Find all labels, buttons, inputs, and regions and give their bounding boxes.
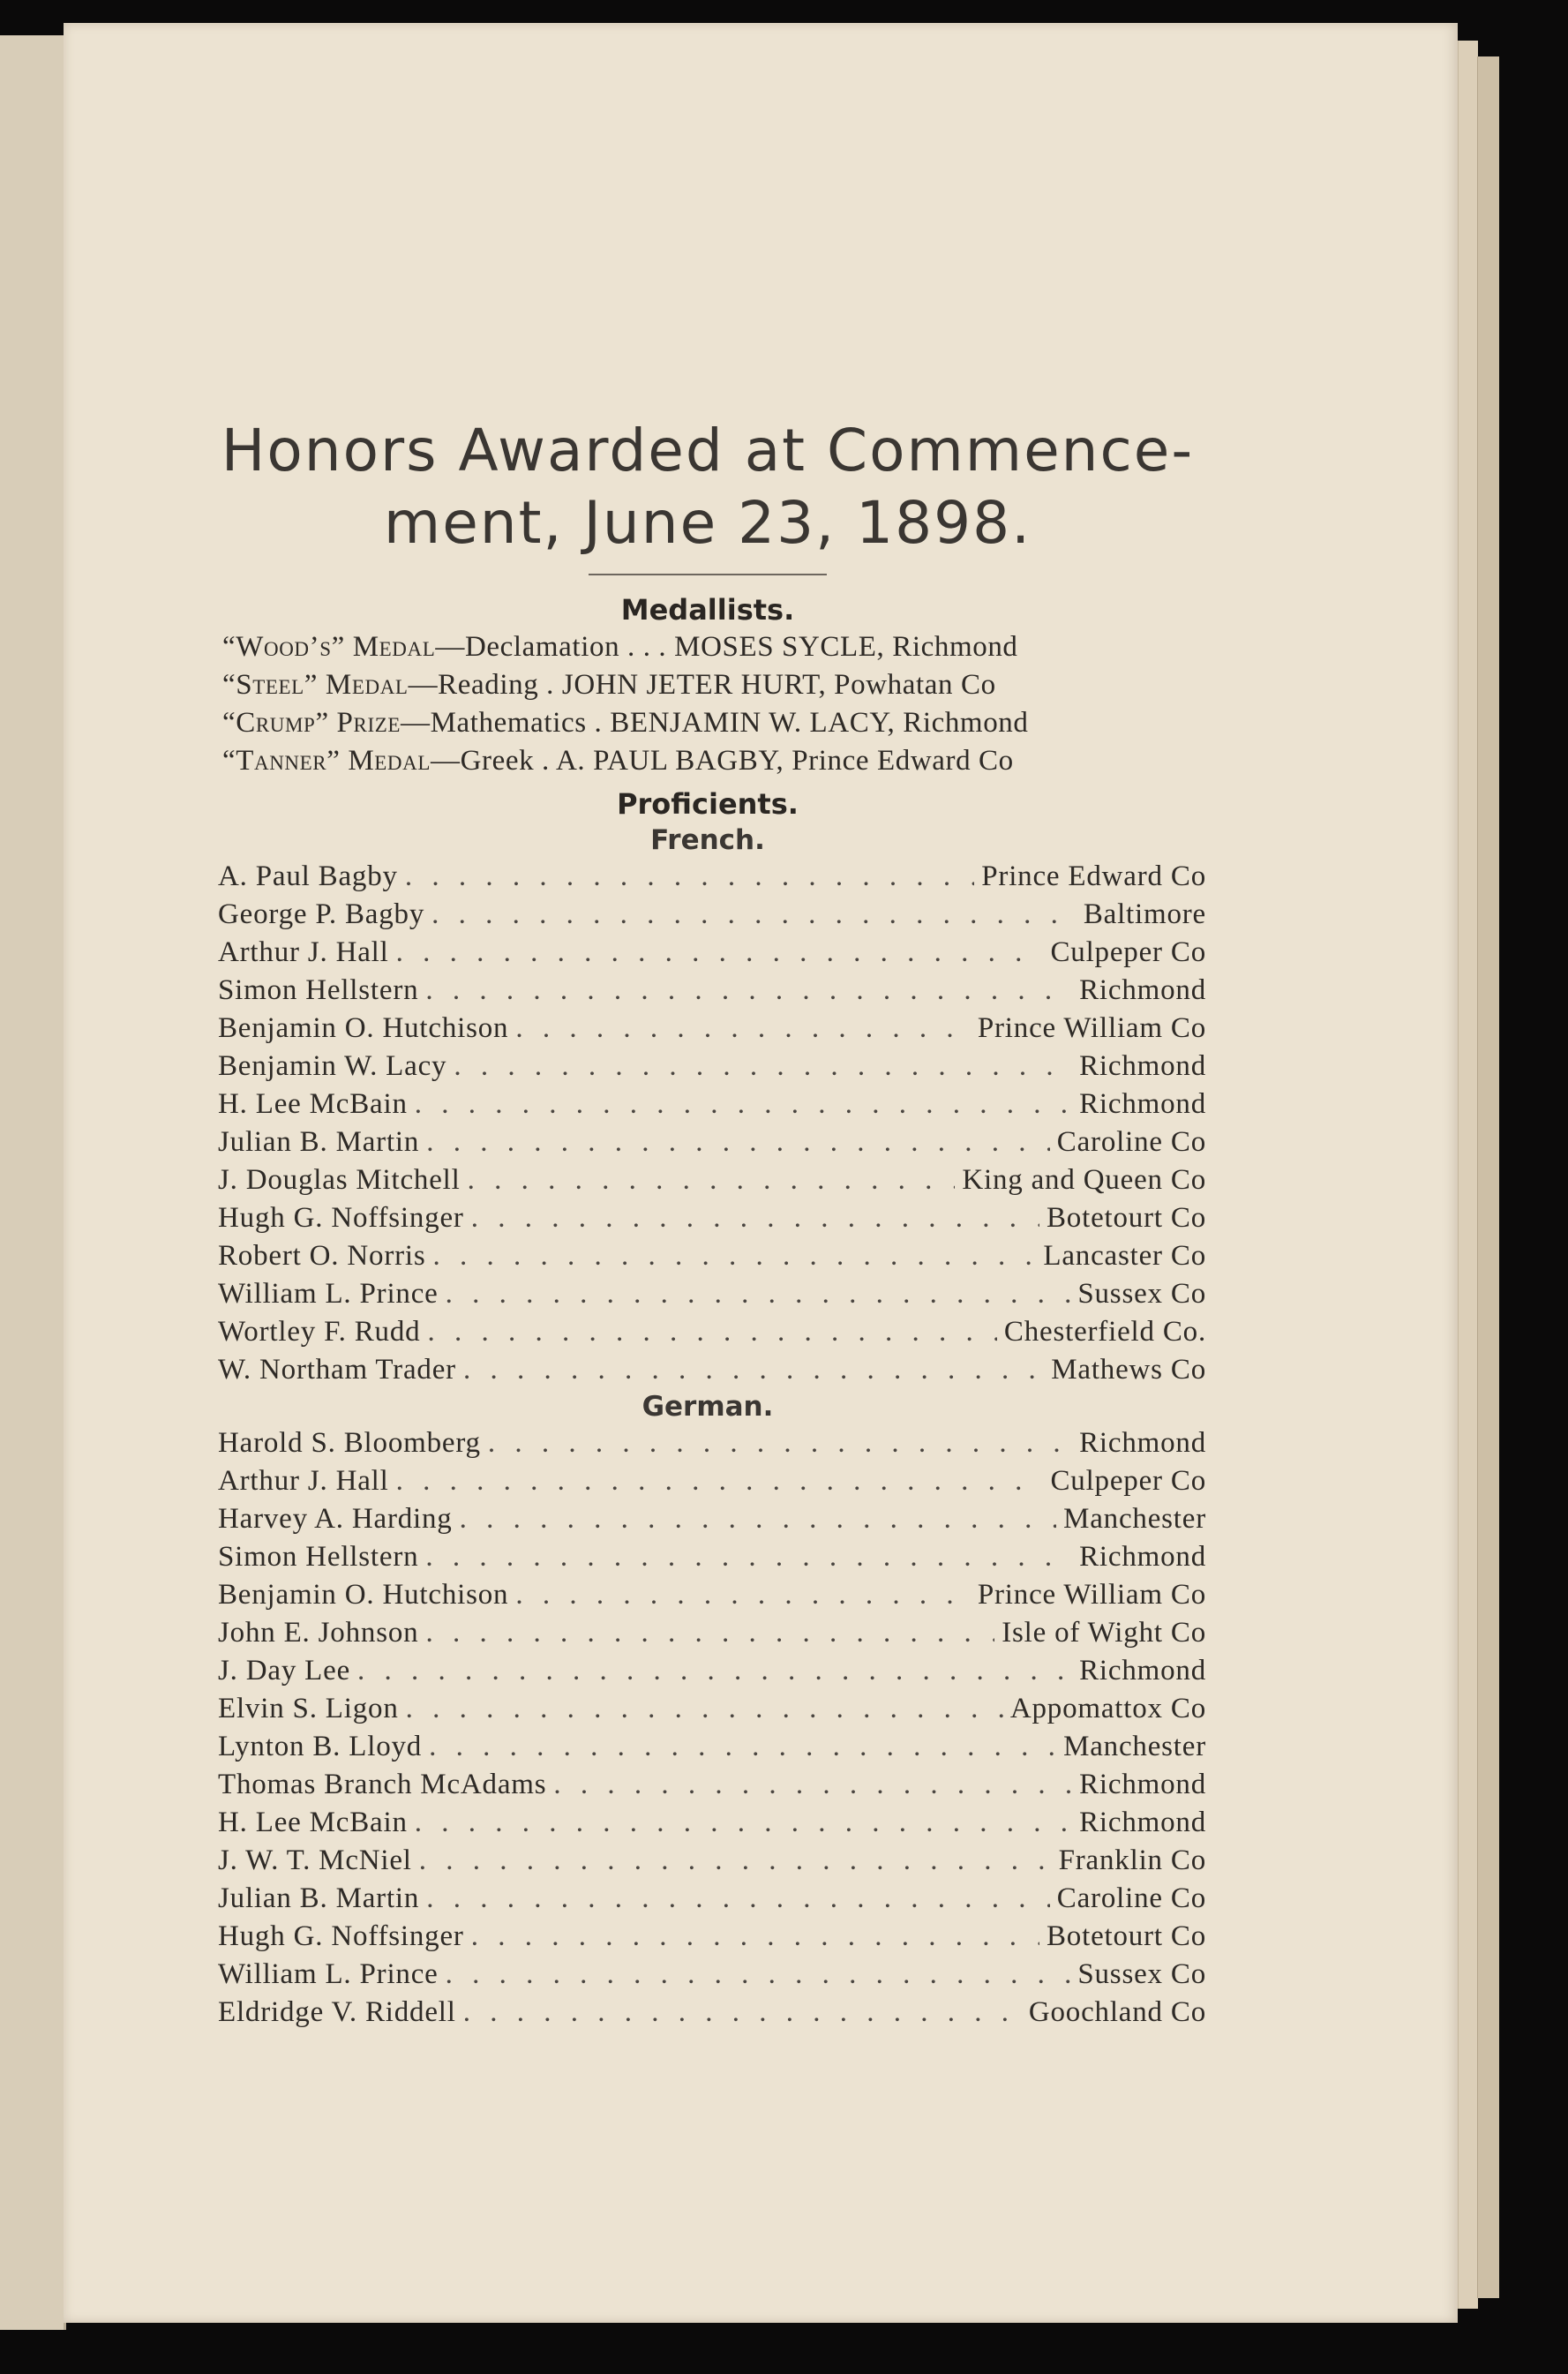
student-place: Botetourt Co (1046, 1920, 1206, 1952)
title-line-2: ment, June 23, 1898. (383, 489, 1032, 557)
student-place: Goochland Co (1028, 1996, 1206, 2028)
student-place: Baltimore (1083, 898, 1206, 930)
student-place: Richmond (1079, 1050, 1206, 1082)
dot-leader (515, 1010, 971, 1048)
student-place: Franklin Co (1058, 1844, 1206, 1876)
student-name: Harold S. Bloomberg (218, 1427, 481, 1459)
list-item (218, 1161, 1206, 1199)
student-name: William L. Prince (218, 1278, 439, 1310)
medallist-row (222, 666, 1211, 704)
list-item (218, 1728, 1206, 1766)
student-place: Chesterfield Co. (1003, 1316, 1206, 1348)
student-name: W. Northam Trader (218, 1354, 456, 1386)
student-place: Richmond (1079, 1769, 1206, 1800)
student-place: Richmond (1079, 974, 1206, 1006)
list-item (218, 1086, 1206, 1123)
student-place: Culpeper Co (1050, 1465, 1206, 1497)
dot-leader (406, 1690, 1003, 1728)
list-item (218, 1690, 1206, 1728)
student-name: Eldridge V. Riddell (218, 1996, 456, 2028)
dot-leader (488, 1424, 1072, 1462)
list-item (218, 1424, 1206, 1462)
prize-winner: A. PAUL BAGBY, Prince Edward Co (555, 745, 1014, 777)
dot-leader (429, 1728, 1056, 1766)
student-place: Richmond (1079, 1427, 1206, 1459)
list-item (218, 1614, 1206, 1652)
student-name: Robert O. Norris (218, 1240, 426, 1272)
student-place: Mathews Co (1051, 1354, 1206, 1386)
list-item (218, 1804, 1206, 1842)
student-place: Richmond (1079, 1807, 1206, 1838)
title-divider (589, 574, 827, 575)
student-name: Wortley F. Rudd (218, 1316, 421, 1348)
student-name: J. Day Lee (218, 1655, 351, 1687)
prize-winner: MOSES SYCLE, Richmond (674, 631, 1018, 663)
dot-leader (460, 1500, 1056, 1538)
prize-subject: —Greek . (430, 745, 550, 777)
list-item (218, 1994, 1206, 2032)
dot-leader (471, 1918, 1039, 1956)
student-name: Arthur J. Hall (218, 1465, 389, 1497)
student-name: Elvin S. Ligon (218, 1693, 399, 1724)
prize-name: “Crump” Prize (222, 707, 401, 739)
student-name: Lynton B. Lloyd (218, 1731, 423, 1762)
prize-subject: —Reading . (408, 669, 555, 701)
medallist-row (222, 742, 1211, 780)
list-item (218, 1010, 1206, 1048)
list-item (218, 896, 1206, 934)
student-place: Culpeper Co (1050, 936, 1206, 968)
student-name: A. Paul Bagby (218, 860, 398, 892)
medallist-row (222, 628, 1211, 666)
dot-leader (425, 1538, 1072, 1576)
student-name: J. Douglas Mitchell (218, 1164, 461, 1196)
dot-leader (468, 1161, 956, 1199)
dot-leader (415, 1086, 1072, 1123)
prize-name: “Tanner” Medal (222, 745, 431, 777)
title-line-1: Honors Awarded at Commence- (221, 417, 1195, 485)
dot-leader (553, 1766, 1072, 1804)
student-name: Julian B. Martin (218, 1126, 420, 1158)
list-item (218, 1500, 1206, 1538)
list-item (218, 1462, 1206, 1500)
dot-leader (357, 1652, 1072, 1690)
student-name: Benjamin O. Hutchison (218, 1579, 509, 1611)
student-name: Julian B. Martin (218, 1882, 420, 1914)
prize-subject: —Declamation . . . (435, 631, 667, 663)
student-place: Caroline Co (1056, 1126, 1206, 1158)
medallist-row (222, 704, 1211, 742)
student-name: H. Lee McBain (218, 1807, 408, 1838)
student-name: H. Lee McBain (218, 1088, 408, 1120)
student-name: Simon Hellstern (218, 1541, 419, 1573)
list-item (218, 1123, 1206, 1161)
student-place: Botetourt Co (1046, 1202, 1206, 1234)
prize-name: “Wood’s” Medal (222, 631, 436, 663)
french-heading: French. (650, 824, 765, 856)
previous-page-edge (0, 35, 66, 2330)
list-item (218, 1313, 1206, 1351)
dot-leader (396, 934, 1044, 972)
dot-leader (463, 1994, 1022, 2032)
student-place: Appomattox Co (1009, 1693, 1206, 1724)
german-list (152, 1424, 1211, 2032)
dot-leader (471, 1199, 1039, 1237)
student-place: Richmond (1079, 1541, 1206, 1573)
proficients-heading: Proficients. (617, 787, 799, 821)
dot-leader (433, 1237, 1037, 1275)
student-name: J. W. T. McNiel (218, 1844, 412, 1876)
list-item (218, 1652, 1206, 1690)
page-stack-edge-outer (1477, 56, 1499, 2298)
list-item (218, 1538, 1206, 1576)
student-place: Sussex Co (1077, 1278, 1206, 1310)
student-name: Simon Hellstern (218, 974, 419, 1006)
list-item (218, 1918, 1206, 1956)
student-place: Caroline Co (1056, 1882, 1206, 1914)
list-item (218, 934, 1206, 972)
student-place: Manchester (1063, 1503, 1206, 1535)
prize-winner: JOHN JETER HURT, Powhatan Co (561, 669, 996, 701)
student-place: King and Queen Co (962, 1164, 1206, 1196)
dot-leader (454, 1048, 1072, 1086)
list-item (218, 858, 1206, 896)
student-name: Hugh G. Noffsinger (218, 1202, 464, 1234)
page-title (205, 415, 1211, 560)
dot-leader (425, 972, 1072, 1010)
prize-subject: —Mathematics . (401, 707, 603, 739)
list-item (218, 1842, 1206, 1880)
student-place: Sussex Co (1077, 1958, 1206, 1990)
student-name: George P. Bagby (218, 898, 425, 930)
student-place: Prince Edward Co (981, 860, 1206, 892)
student-place: Lancaster Co (1043, 1240, 1206, 1272)
dot-leader (427, 1313, 996, 1351)
german-heading: German. (641, 1391, 774, 1423)
list-item (218, 1275, 1206, 1313)
french-list (152, 858, 1211, 1389)
list-item (218, 1048, 1206, 1086)
prize-name: “Steel” Medal (222, 669, 409, 701)
prize-winner: BENJAMIN W. LACY, Richmond (610, 707, 1029, 739)
dot-leader (415, 1804, 1072, 1842)
dot-leader (405, 858, 974, 896)
dot-leader (446, 1275, 1071, 1313)
student-name: Arthur J. Hall (218, 936, 389, 968)
student-place: Prince William Co (977, 1579, 1206, 1611)
list-item (218, 1956, 1206, 1994)
student-place: Prince William Co (977, 1012, 1206, 1044)
list-item (218, 1576, 1206, 1614)
medallists-list (152, 628, 1211, 780)
dot-leader (396, 1462, 1044, 1500)
dot-leader (515, 1576, 971, 1614)
student-name: Thomas Branch McAdams (218, 1769, 547, 1800)
list-item (218, 1199, 1206, 1237)
dot-leader (426, 1123, 1050, 1161)
student-name: Benjamin W. Lacy (218, 1050, 447, 1082)
page-stack-edge (1458, 41, 1478, 2309)
dot-leader (463, 1351, 1044, 1389)
dot-leader (419, 1842, 1052, 1880)
dot-leader (446, 1956, 1071, 1994)
list-item (218, 1766, 1206, 1804)
student-place: Richmond (1079, 1655, 1206, 1687)
student-place: Isle of Wight Co (1002, 1617, 1206, 1649)
student-name: Benjamin O. Hutchison (218, 1012, 509, 1044)
student-place: Manchester (1063, 1731, 1206, 1762)
list-item (218, 1237, 1206, 1275)
list-item (218, 1351, 1206, 1389)
page-content (152, 415, 1211, 2032)
student-name: John E. Johnson (218, 1617, 419, 1649)
student-name: Harvey A. Harding (218, 1503, 453, 1535)
medallists-heading: Medallists. (620, 593, 795, 627)
dot-leader (431, 896, 1077, 934)
student-name: Hugh G. Noffsinger (218, 1920, 464, 1952)
list-item (218, 1880, 1206, 1918)
student-name: William L. Prince (218, 1958, 439, 1990)
dot-leader (425, 1614, 994, 1652)
student-place: Richmond (1079, 1088, 1206, 1120)
dot-leader (426, 1880, 1050, 1918)
list-item (218, 972, 1206, 1010)
